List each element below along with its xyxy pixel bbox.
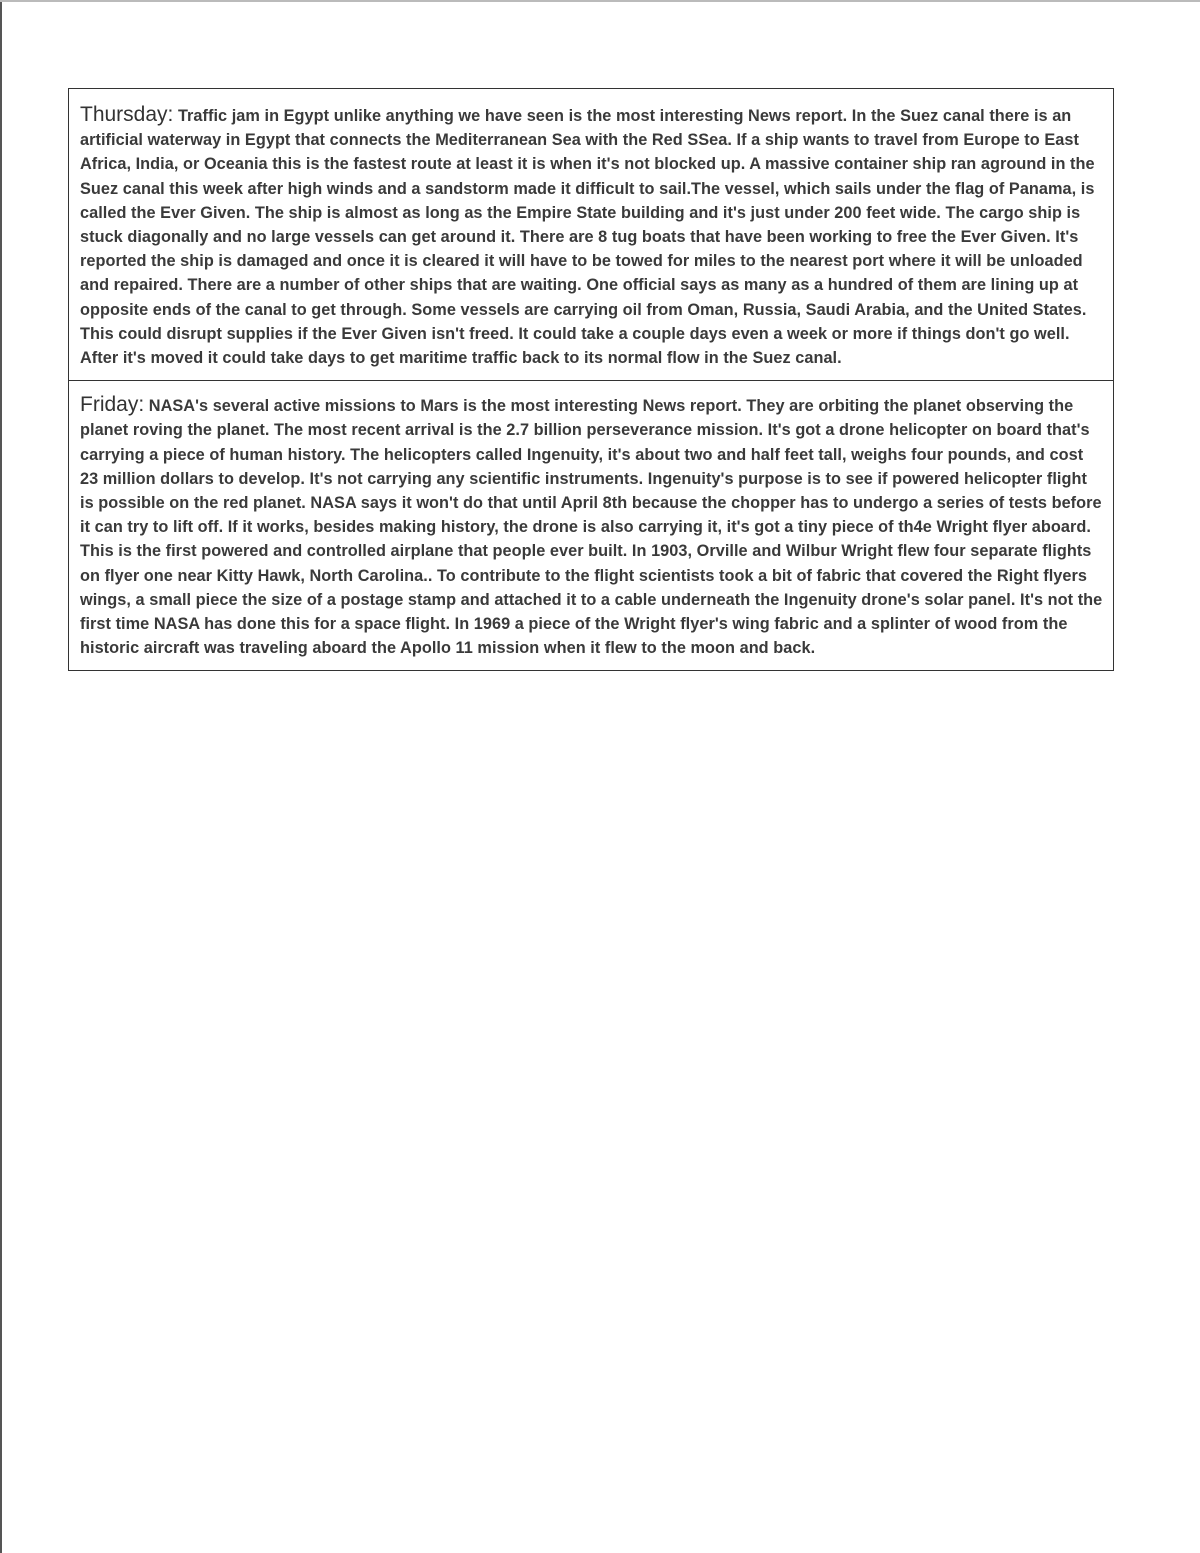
friday-report xyxy=(69,380,1113,670)
report-text-friday: NASA's several active missions to Mars is the most interesting News report. They are orbiting the planet observing the planet roving the planet. The most recent arrival is the 2.7 billion perseverance mission. It's got a drone helicopter on board that's carrying a piece of human history. The helicopters called Ingenuity, it's about two and half feet tall, weighs four pounds, and cost 23 million dollars to develop. It's not carrying any scientific instruments. Ingenuity's purpose is to see if powered helicopter flight is possible on the red planet. NASA says it won't do that until April 8th because the chopper has to undergo a series of tests before it can try to lift off. If it works, besides making history, the drone is also carrying it, it's got a tiny piece of th4e Wright flyer aboard. This is the first powered and controlled airplane that people ever built. In 1903, Orville and Wilbur Wright flew four separate flights on flyer one near Kitty Hawk, North Carolina.. To contribute to the flight scientists took a bit of fabric that covered the Right flyers wings, a small piece the size of a postage stamp and attached it to a cable underneath the Ingenuity drone's solar panel. It's not the first time NASA has done this for a space flight. In 1969 a piece of the Wright flyer's wing fabric and a splinter of wood from the historic aircraft was traveling aboard the Apollo 11 mission when it flew to the moon and back. xyxy=(80,397,1103,658)
thursday-report xyxy=(69,89,1113,380)
day-label-thursday: Thursday: xyxy=(80,103,174,126)
day-label-friday: Friday: xyxy=(80,393,145,417)
scan-edge-left xyxy=(0,0,2,1553)
report-text-thursday: Traffic jam in Egypt unlike anything we have seen is the most interesting News report. In the Suez canal there is an artificial waterway in Egypt that connects the Mediterranean Sea with the Red SSea. If a ship wants to travel from Europe to East Africa, India, or Oceania this is the fastest route at least it is when it's not blocked up. A massive container ship ran aground in the Suez canal this week after high winds and a sandstorm made it difficult to sail.The vessel, which sails under the flag of Panama, is called the Ever Given. The ship is almost as long as the Empire State building and it's just under 200 feet wide. The cargo ship is stuck diagonally and no large vessels can get around it. There are 8 tug boats that have been working to free the Ever Given. It's reported the ship is damaged and once it is cleared it will have to be towed for miles to the nearest port where it will be unloaded and repaired. There are a number of other ships that are waiting. One official says as many as a hundred of them are lining up at opposite ends of the canal to get through. Some vessels are carrying oil from Oman, Russia, Saudi Arabia, and the United States. This could disrupt supplies if the Ever Given isn't freed. It could take a couple days even a week or more if things don't go well. After it's moved it could take days to get maritime traffic back to its normal flow in the Suez canal. xyxy=(80,107,1095,368)
news-report-table xyxy=(68,88,1114,671)
scan-edge-top xyxy=(0,0,1200,2)
